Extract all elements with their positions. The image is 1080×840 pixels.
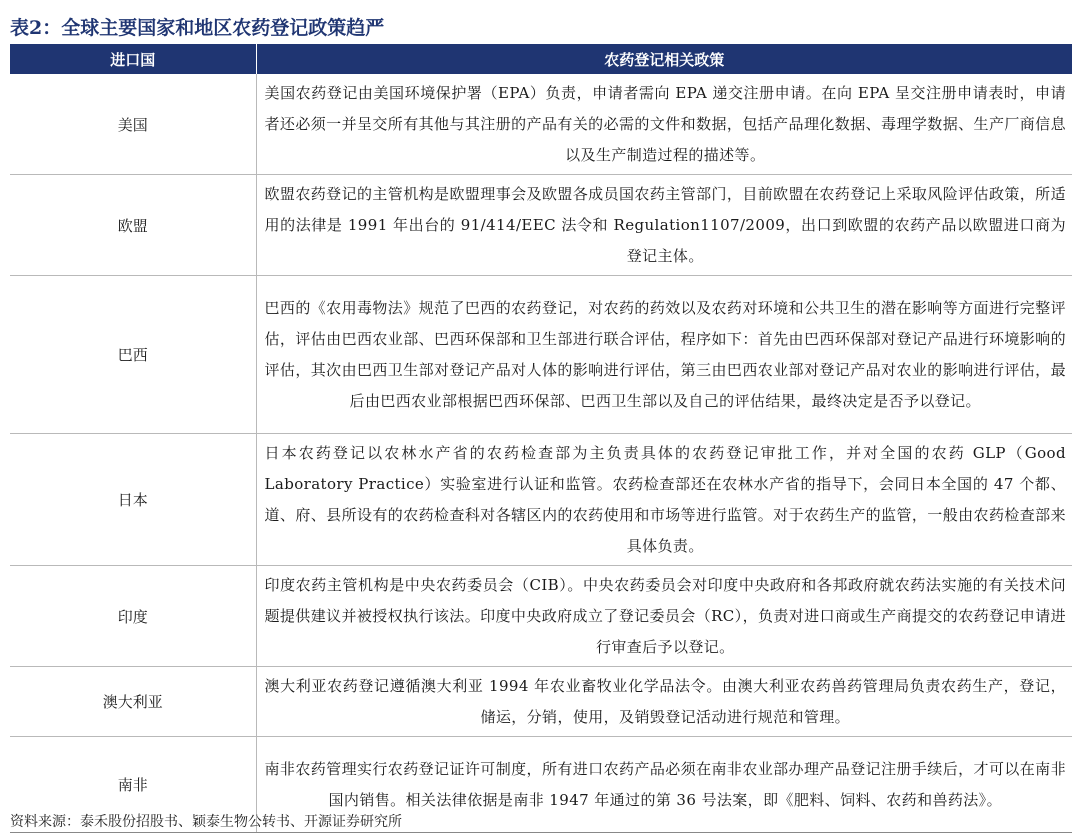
- policy-cell: 巴西的《农用毒物法》规范了巴西的农药登记，对农药的药效以及农药对环境和公共卫生的潜在影响等方面进行完整评估，评估由巴西农业部、巴西环保部和卫生部进行联合评估，程序如下：首先由巴西环保部对登记产品进行环境影响的评估，其次由巴西卫生部对登记产品对人体的影响进行评估，第三由巴西农业部对登记产品对农业的影响进行评估，最后由巴西农业部根据巴西环保部、巴西卫生部以及自己的评估结果，最终决定是否予以登记。: [256, 276, 1072, 434]
- country-cell: 印度: [10, 566, 256, 667]
- table-body: [10, 74, 1072, 833]
- header-policy: 农药登记相关政策: [256, 44, 1072, 74]
- country-cell: 巴西: [10, 276, 256, 434]
- policy-table: [10, 44, 1072, 833]
- policy-table-container: [10, 44, 1072, 833]
- policy-cell: 南非农药管理实行农药登记证许可制度，所有进口农药产品必须在南非农业部办理产品登记注册手续后，才可以在南非国内销售。相关法律依据是南非 1947 年通过的第 36 号法案，即《肥料、饲料、农药和兽药法》。: [256, 737, 1072, 833]
- country-cell: 美国: [10, 74, 256, 175]
- table-row: [10, 175, 1072, 276]
- policy-cell: 澳大利亚农药登记遵循澳大利亚 1994 年农业畜牧业化学品法令。由澳大利亚农药兽药管理局负责农药生产，登记，储运，分销，使用，及销毁登记活动进行规范和管理。: [256, 667, 1072, 737]
- table-row: [10, 566, 1072, 667]
- source-note: 资料来源：泰禾股份招股书、颖泰生物公转书、开源证券研究所: [10, 814, 402, 830]
- country-cell: 澳大利亚: [10, 667, 256, 737]
- table-row: [10, 276, 1072, 434]
- country-cell: 欧盟: [10, 175, 256, 276]
- header-row: [10, 44, 1072, 74]
- country-cell: 南非: [10, 737, 256, 833]
- table-title: 表2：全球主要国家和地区农药登记政策趋严: [10, 17, 385, 39]
- table-row: [10, 667, 1072, 737]
- country-cell: 日本: [10, 434, 256, 566]
- policy-cell: 日本农药登记以农林水产省的农药检查部为主负责具体的农药登记审批工作，并对全国的农药 GLP（Good Laboratory Practice）实验室进行认证和监管。农药检查部还在农林水产省的指导下，会同日本全国的 47 个都、道、府、县所设有的农药检查科对各辖区内的农药使用和市场等进行监管。对于农药生产的监管，一般由农药检查部来具体负责。: [256, 434, 1072, 566]
- policy-cell: 欧盟农药登记的主管机构是欧盟理事会及欧盟各成员国农药主管部门，目前欧盟在农药登记上采取风险评估政策，所适用的法律是 1991 年出台的 91/414/EEC 法令和 Regulation1107/2009，出口到欧盟的农药产品以欧盟进口商为登记主体。: [256, 175, 1072, 276]
- policy-cell: 美国农药登记由美国环境保护署（EPA）负责，申请者需向 EPA 递交注册申请。在向 EPA 呈交注册申请表时，申请者还必须一并呈交所有其他与其注册的产品有关的必需的文件和数据，包括产品理化数据、毒理学数据、生产厂商信息以及生产制造过程的描述等。: [256, 74, 1072, 175]
- table-header: [10, 44, 1072, 74]
- policy-cell: 印度农药主管机构是中央农药委员会（CIB）。中央农药委员会对印度中央政府和各邦政府就农药法实施的有关技术问题提供建议并被授权执行该法。印度中央政府成立了登记委员会（RC），负责对进口商或生产商提交的农药登记申请进行审查后予以登记。: [256, 566, 1072, 667]
- table-row: [10, 74, 1072, 175]
- header-country: 进口国: [10, 44, 256, 74]
- table-row: [10, 434, 1072, 566]
